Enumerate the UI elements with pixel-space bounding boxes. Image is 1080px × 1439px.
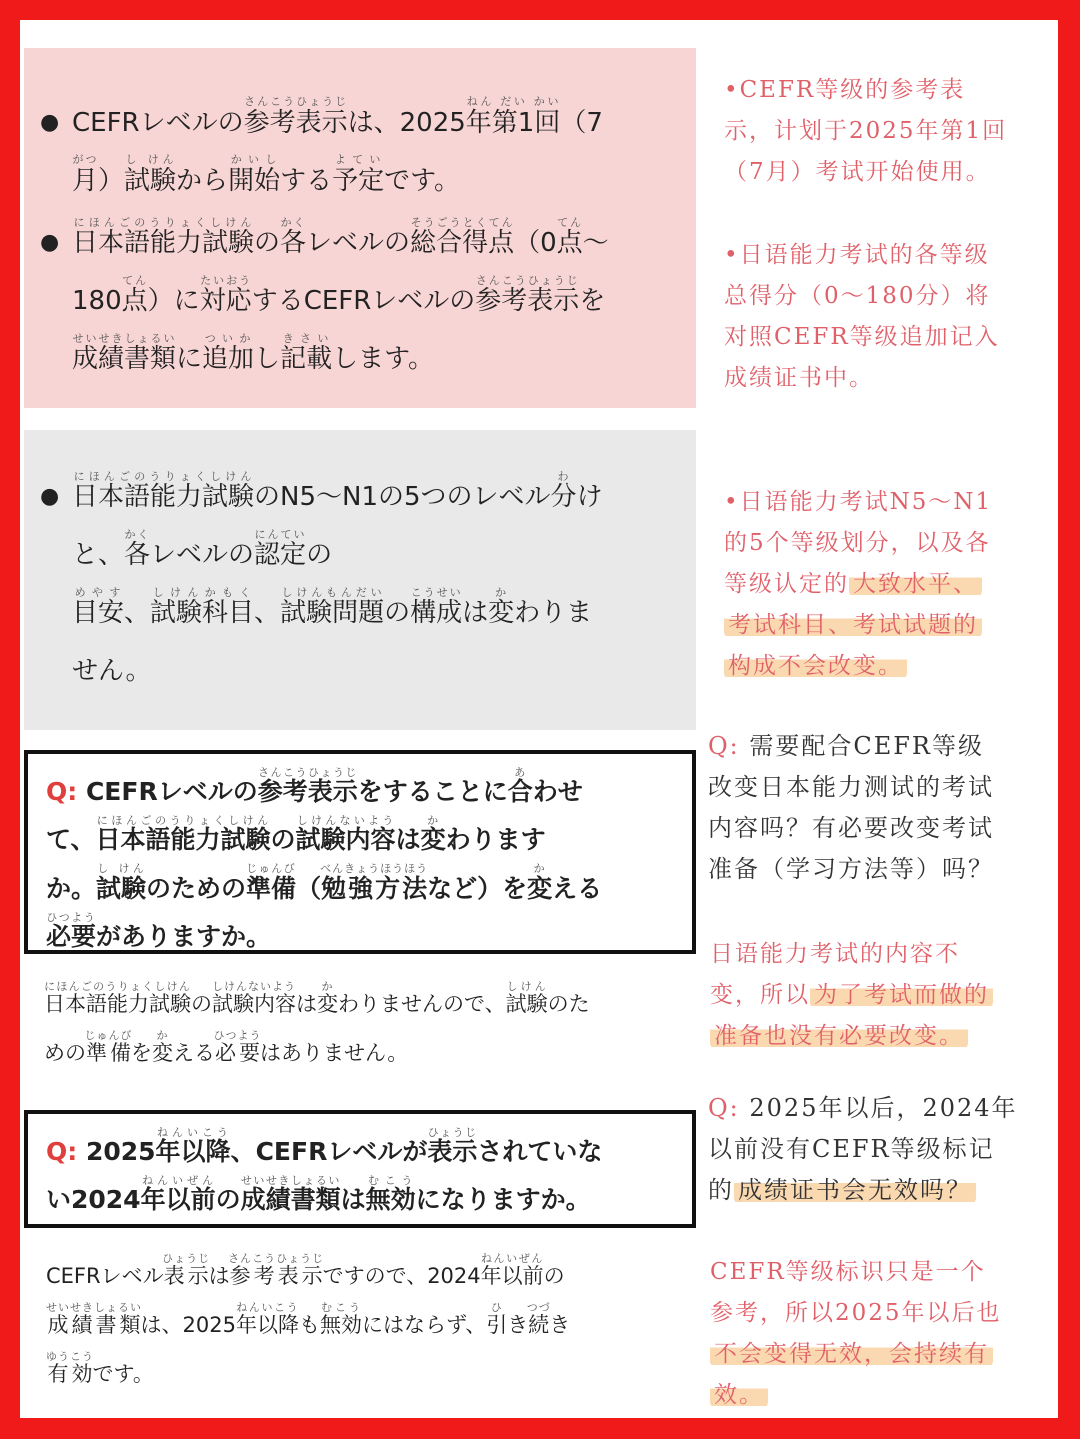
pink-info-box — [24, 48, 696, 408]
zh-note-2: •日语能力考试的各等级 总得分（0～180分）将 对照CEFR等级追加记入 成绩证书中。 — [724, 242, 1000, 391]
answer-2: CEFRレベル表示ひょうじは参考表示さんこうひょうじですので、2024年以前ねんいぜんの 成績書類せいせきしょるいは、2025年以降ねんいこうも無効むこうにはならず、引ひき続つづき 有効ゆうこうです。 — [46, 1252, 571, 1386]
bullet-cefr-start: ● CEFRレベルの参考表示さんこうひょうじは、2025年第1回ねん だい かい（7 月がつ）試験し けんから開始かいしする予定よていです。 — [40, 95, 603, 196]
question-box-1: Q: CEFRレベルの参考表示さんこうひょうじをすることに合あわせ て、日本語能力試験にほんごのうりょくしけんの試験内容しけんないようは変かわります か。試験し けんのための準備じゅんび（勉強方法べんきょうほうほうなど）を変かえる 必要ひつようがありますか。 — [24, 750, 696, 954]
zh-answer-1: 日语能力考试的内容不 变，所以 为了考试而做的 准备也没有必要改变。 — [710, 934, 1054, 1057]
zh-answer-2: CEFR等级标识只是一个 参考，所以2025年以后也 不会变得无效，会持续有 效。 — [710, 1259, 1002, 1408]
bullet-score-cefr: ● 日本語能力試験にほんごのうりょくしけんの各かくレベルの総合得点そうごうとくてん（0点てん〜 180点てん）に対応たいおうするCEFRレベルの参考表示さんこうひょうじを 成績書類せいせきしょるいに追加ついかし記載きさいします。 — [40, 216, 609, 374]
gray-info-box — [24, 430, 696, 730]
zh-note-3: •日语能力考试N5～N1 的5个等级划分，以及各 等级认定的 大致水平、 考试科目、考试试题的 构成不会改变。 — [724, 489, 993, 679]
zh-note-1: •CEFR等级的参考表 示，计划于2025年第1回 （7月）考试开始使用。 — [724, 77, 1008, 185]
bullet-dot-icon: ● — [40, 484, 60, 509]
q-label: Q: — [46, 777, 78, 806]
zh-question-2: Q: 2025年以后，2024年 以前没有CEFR等级标记 的 成绩证书会无效吗？ — [708, 1094, 1018, 1204]
answer-1: 日本語能力試験にほんごのうりょくしけんの試験内容しけんないようは変かわりませんので、試験しけんのた めの準備じゅんびを変かえる必要ひつようはありません。 — [44, 980, 590, 1065]
zh-question-1: Q: 需要配合CEFR等级 改变日本能力测试的考试 内容吗？有必要改变考试 准备（学习方法等）吗？ — [708, 732, 994, 883]
question-box-2: Q: 2025年以降ねんいこう、CEFRレベルが表示ひょうじされていな い2024年以前ねんいぜんの成績書類せいせきしょるいは無効むこうになりますか。 — [24, 1110, 696, 1228]
bullet-dot-icon: ● — [40, 110, 60, 135]
bullet-dot-icon: ● — [40, 230, 60, 255]
page — [20, 20, 1058, 1418]
q-label: Q: — [708, 732, 740, 760]
bullet-levels-unchanged: ● 日本語能力試験にほんごのうりょくしけんのN5〜N1の5つのレベル分わけ と、各かくレベルの認定にんていの 目安めやす、試験科目しけんかもく、試験問題しけんもんだいの構成こうせいは変かわりま せん。 — [40, 470, 603, 686]
q-label: Q: — [46, 1137, 78, 1166]
q-label: Q: — [708, 1094, 740, 1122]
